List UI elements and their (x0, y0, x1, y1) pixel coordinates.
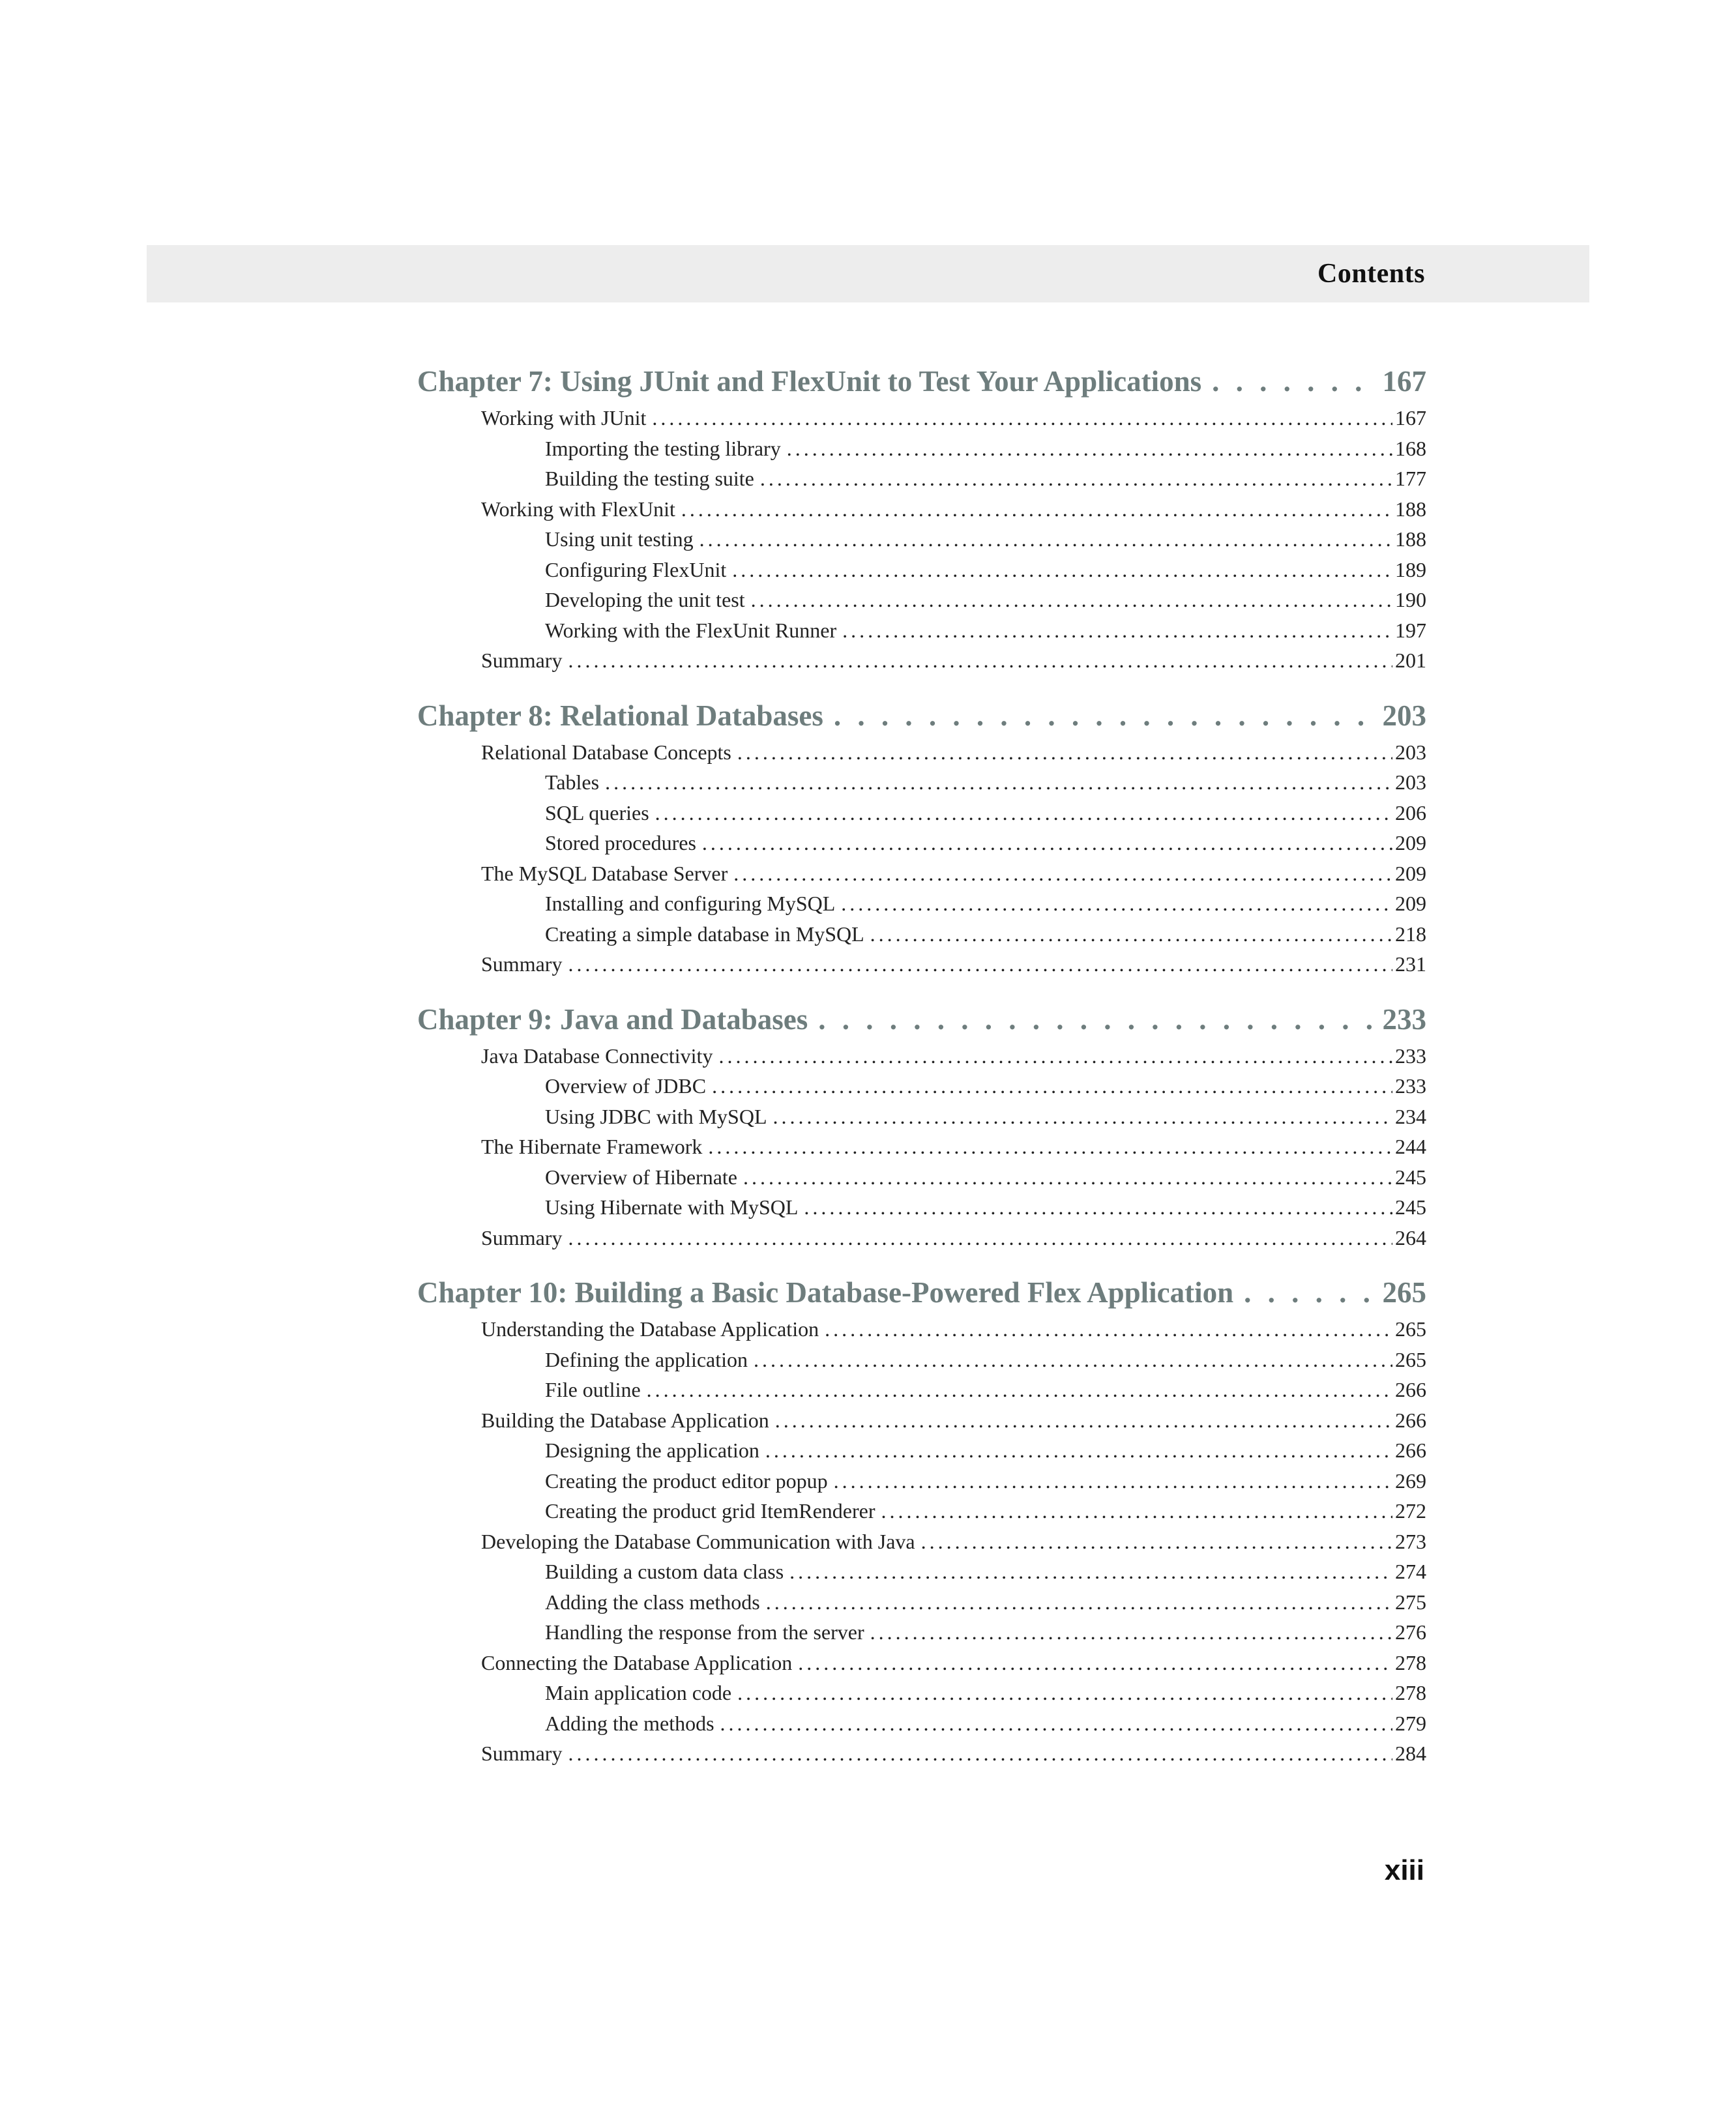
toc-chapter (417, 694, 1426, 980)
dot-leader (765, 1435, 1392, 1466)
entry-title: Creating a simple database in MySQL (545, 922, 864, 946)
entry-title: Connecting the Database Application (481, 1650, 793, 1674)
entry-page-number: 197 (1395, 618, 1426, 642)
toc-entry (417, 858, 1426, 889)
entry-page-number: 203 (1395, 770, 1426, 794)
dot-leader (732, 555, 1392, 585)
toc-entry (417, 767, 1426, 798)
entry-page-number: 265 (1395, 1347, 1426, 1371)
entry-title: Working with FlexUnit (481, 497, 675, 521)
toc-entry (417, 1314, 1426, 1345)
dot-leader (760, 463, 1392, 494)
toc-chapter (417, 360, 1426, 676)
chapter-title: Chapter 8: Relational Databases (417, 699, 823, 732)
entry-page-number: 266 (1395, 1408, 1426, 1432)
dot-leader (681, 494, 1392, 525)
entry-title: Working with the FlexUnit Runner (545, 618, 837, 642)
entry-title: The MySQL Database Server (481, 861, 728, 885)
toc-entry (417, 1466, 1426, 1496)
toc-entry (417, 1192, 1426, 1223)
toc-entry (417, 1526, 1426, 1557)
toc-entry (417, 615, 1426, 646)
toc-entry (417, 828, 1426, 858)
toc-entry (417, 555, 1426, 585)
toc-entry (417, 919, 1426, 950)
toc-chapter-heading (417, 1271, 1426, 1314)
dot-leader (568, 1738, 1392, 1769)
dot-leader (568, 949, 1392, 980)
toc-entry (417, 1496, 1426, 1526)
dot-leader (647, 1375, 1392, 1405)
toc-entry (417, 1678, 1426, 1708)
dot-leader (834, 1466, 1392, 1496)
toc-entry (417, 494, 1426, 525)
chapter-entries (417, 1314, 1426, 1769)
entry-page-number: 278 (1395, 1681, 1426, 1704)
dot-leader (818, 998, 1376, 1041)
dot-leader (881, 1496, 1392, 1526)
toc-entry (417, 888, 1426, 919)
entry-title: Installing and configuring MySQL (545, 892, 836, 915)
entry-page-number: 273 (1395, 1529, 1426, 1553)
dot-leader (708, 1131, 1392, 1162)
entry-page-number: 168 (1395, 436, 1426, 460)
dot-leader (841, 888, 1392, 919)
dot-leader (825, 1314, 1392, 1345)
entry-title: Creating the product grid ItemRenderer (545, 1499, 875, 1523)
toc-entry (417, 1435, 1426, 1466)
entry-page-number: 206 (1395, 800, 1426, 825)
entry-page-number: 167 (1395, 406, 1426, 430)
chapter-entries (417, 403, 1426, 676)
entry-title: Building the testing suite (545, 467, 754, 490)
entry-page-number: 244 (1395, 1135, 1426, 1158)
entry-title: Handling the response from the server (545, 1620, 864, 1644)
dot-leader (718, 1041, 1392, 1072)
entry-title: Configuring FlexUnit (545, 557, 727, 581)
entry-page-number: 245 (1395, 1165, 1426, 1189)
dot-leader (787, 433, 1392, 464)
dot-leader (773, 1102, 1393, 1132)
toc-entry (417, 1345, 1426, 1375)
entry-page-number: 203 (1395, 740, 1426, 764)
dot-leader (699, 524, 1392, 555)
entry-title: Overview of Hibernate (545, 1165, 737, 1189)
entry-title: Designing the application (545, 1438, 759, 1462)
dot-leader (702, 828, 1392, 858)
entry-page-number: 201 (1395, 649, 1426, 672)
dot-leader (842, 615, 1392, 646)
toc-entry (417, 524, 1426, 555)
dot-leader (1212, 360, 1376, 403)
toc-entry (417, 1223, 1426, 1253)
toc-entry (417, 403, 1426, 433)
entry-title: Adding the methods (545, 1711, 714, 1735)
entry-page-number: 209 (1395, 892, 1426, 915)
toc-chapter-heading (417, 694, 1426, 737)
dot-leader (743, 1162, 1392, 1193)
entry-title: Summary (481, 1225, 563, 1249)
entry-page-number: 190 (1395, 588, 1426, 611)
entry-title: Java Database Connectivity (481, 1044, 713, 1068)
dot-leader (652, 403, 1392, 433)
toc-chapter (417, 998, 1426, 1253)
entry-page-number: 284 (1395, 1742, 1426, 1765)
entry-page-number: 233 (1395, 1074, 1426, 1098)
entry-page-number: 279 (1395, 1711, 1426, 1735)
entry-title: Using Hibernate with MySQL (545, 1195, 799, 1219)
dot-leader (766, 1587, 1392, 1618)
dot-leader (712, 1071, 1392, 1102)
toc-entry (417, 1131, 1426, 1162)
entry-title: Developing the Database Communication with Java (481, 1529, 915, 1553)
dot-leader (870, 919, 1392, 950)
entry-title: Using JDBC with MySQL (545, 1104, 767, 1128)
dot-leader (870, 1617, 1392, 1648)
entry-page-number: 209 (1395, 831, 1426, 854)
entry-page-number: 231 (1395, 952, 1426, 976)
chapter-entries (417, 737, 1426, 980)
table-of-contents (417, 360, 1426, 1769)
toc-entry (417, 949, 1426, 980)
chapter-page-number: 265 (1382, 1276, 1426, 1309)
entry-page-number: 278 (1395, 1650, 1426, 1674)
chapter-page-number: 167 (1382, 365, 1426, 398)
entry-page-number: 188 (1395, 527, 1426, 551)
dot-leader (737, 737, 1392, 768)
dot-leader (775, 1405, 1392, 1436)
entry-title: Building a custom data class (545, 1560, 784, 1583)
toc-entry (417, 585, 1426, 615)
entry-title: Creating the product editor popup (545, 1468, 828, 1493)
chapter-page-number: 203 (1382, 699, 1426, 732)
toc-entry (417, 1375, 1426, 1405)
entry-title: Summary (481, 952, 563, 976)
dot-leader (789, 1556, 1392, 1587)
chapter-title: Chapter 10: Building a Basic Database-Powered Flex Application (417, 1276, 1234, 1309)
dot-leader (798, 1648, 1392, 1678)
entry-title: Working with JUnit (481, 406, 647, 430)
dot-leader (751, 585, 1392, 615)
entry-title: Building the Database Application (481, 1408, 769, 1432)
entry-title: SQL queries (545, 800, 649, 825)
entry-page-number: 245 (1395, 1195, 1426, 1219)
entry-page-number: 188 (1395, 497, 1426, 521)
toc-chapter-heading (417, 998, 1426, 1041)
entry-page-number: 266 (1395, 1378, 1426, 1401)
toc-entry (417, 1041, 1426, 1072)
entry-title: File outline (545, 1378, 641, 1401)
dot-leader (605, 767, 1392, 798)
entry-title: Summary (481, 649, 563, 672)
running-head-title: Contents (1317, 259, 1425, 289)
dot-leader (1244, 1271, 1376, 1314)
entry-title: Defining the application (545, 1347, 748, 1371)
entry-page-number: 177 (1395, 467, 1426, 490)
chapter-entries (417, 1041, 1426, 1253)
toc-entry (417, 1587, 1426, 1618)
page-number: xiii (1384, 1854, 1424, 1886)
entry-page-number: 264 (1395, 1225, 1426, 1249)
toc-entry (417, 1708, 1426, 1739)
entry-title: Summary (481, 1742, 563, 1765)
toc-entry (417, 1102, 1426, 1132)
entry-page-number: 209 (1395, 861, 1426, 885)
dot-leader (568, 645, 1392, 676)
entry-page-number: 234 (1395, 1104, 1426, 1128)
dot-leader (655, 798, 1392, 828)
entry-page-number: 272 (1395, 1499, 1426, 1523)
entry-title: Main application code (545, 1681, 732, 1704)
entry-title: Tables (545, 770, 600, 794)
entry-page-number: 274 (1395, 1560, 1426, 1583)
dot-leader (804, 1192, 1392, 1223)
entry-page-number: 269 (1395, 1468, 1426, 1493)
dot-leader (733, 858, 1392, 889)
toc-chapter-heading (417, 360, 1426, 403)
entry-page-number: 265 (1395, 1317, 1426, 1341)
entry-page-number: 266 (1395, 1438, 1426, 1462)
entry-title: Relational Database Concepts (481, 740, 731, 764)
entry-title: Importing the testing library (545, 436, 781, 460)
entry-title: Stored procedures (545, 831, 696, 854)
entry-page-number: 233 (1395, 1044, 1426, 1068)
toc-entry (417, 1648, 1426, 1678)
chapter-title: Chapter 9: Java and Databases (417, 1002, 808, 1036)
entry-title: The Hibernate Framework (481, 1135, 703, 1158)
toc-entry (417, 463, 1426, 494)
toc-entry (417, 737, 1426, 768)
entry-page-number: 218 (1395, 922, 1426, 946)
entry-page-number: 275 (1395, 1590, 1426, 1614)
entry-title: Developing the unit test (545, 588, 745, 611)
entry-title: Using unit testing (545, 527, 694, 551)
dot-leader (737, 1678, 1392, 1708)
toc-entry (417, 798, 1426, 828)
entry-title: Understanding the Database Application (481, 1317, 819, 1341)
toc-entry (417, 1071, 1426, 1102)
entry-title: Overview of JDBC (545, 1074, 707, 1098)
entry-title: Adding the class methods (545, 1590, 760, 1614)
entry-page-number: 276 (1395, 1620, 1426, 1644)
toc-entry (417, 645, 1426, 676)
toc-entry (417, 1617, 1426, 1648)
chapter-title: Chapter 7: Using JUnit and FlexUnit to Test Your Applications (417, 365, 1202, 398)
toc-chapter (417, 1271, 1426, 1769)
dot-leader (720, 1708, 1392, 1739)
entry-page-number: 189 (1395, 557, 1426, 581)
dot-leader (568, 1223, 1392, 1253)
toc-entry (417, 1405, 1426, 1436)
toc-entry (417, 1738, 1426, 1769)
toc-entry (417, 1556, 1426, 1587)
chapter-page-number: 233 (1382, 1002, 1426, 1036)
toc-entry (417, 1162, 1426, 1193)
dot-leader (921, 1526, 1392, 1557)
dot-leader (754, 1345, 1392, 1375)
dot-leader (834, 694, 1376, 737)
page-header-bar (147, 245, 1589, 302)
toc-entry (417, 433, 1426, 464)
